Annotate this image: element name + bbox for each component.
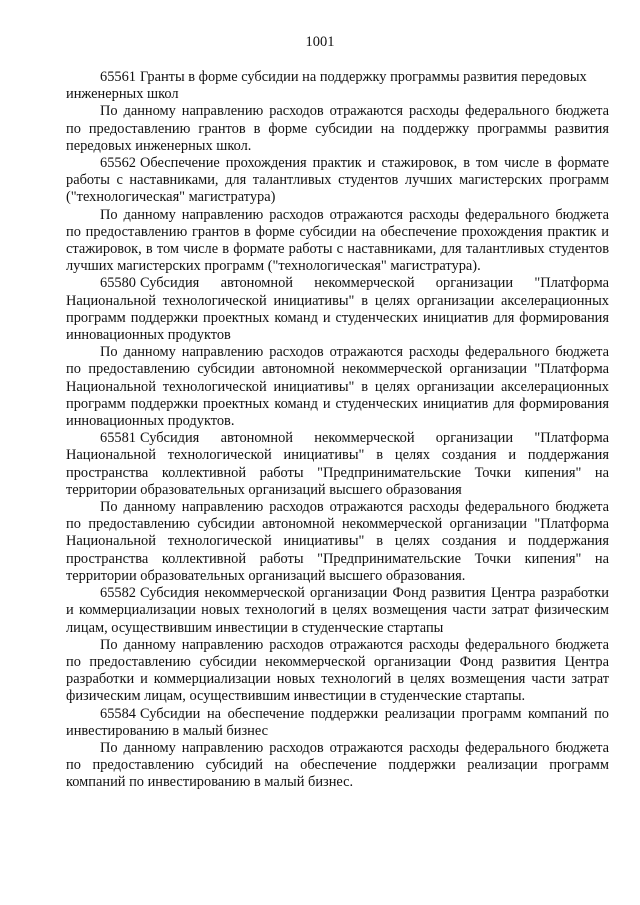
section-title: Субсидия автономной некоммерческой организации "Платформа Национальной технологической инициативы" в целях организации акселерационных программ поддержки проектных команд и студенческих инициатив для формирования инновационных продуктов	[66, 275, 609, 344]
section-65580-description: По данному направлению расходов отражаются расходы федерального бюджета по предоставлению субсидии автономной некоммерческой организации "Платформа Национальной технологической инициативы" в целях организации акселерационных программ поддержки проектных команд и студенческих инициатив для формирования инновационных продуктов.	[66, 344, 609, 430]
section-65562-heading	[66, 155, 609, 207]
section-65584-description: По данному направлению расходов отражаются расходы федерального бюджета по предоставлению субсидий на обеспечение поддержки реализации программ компаний по инвестированию в малый бизнес.	[66, 739, 609, 791]
section-code: 65582	[100, 585, 136, 602]
section-65581-heading	[66, 430, 609, 499]
document-body	[66, 69, 609, 792]
section-title: Субсидии на обеспечение поддержки реализации программ компаний по инвестированию в малый бизнес	[66, 705, 609, 739]
section-title: Обеспечение прохождения практик и стажировок, в том числе в формате работы с наставниками, для талантливых студентов лучших магистерских программ ("технологическая" магистратура)	[66, 155, 609, 206]
section-65580-heading	[66, 275, 609, 344]
page-number: 1001	[305, 34, 335, 50]
section-65582-description: По данному направлению расходов отражаются расходы федерального бюджета по предоставлению субсидии некоммерческой организации Фонд развития Центра разработки и коммерциализации новых технологий в целях возмещения части затрат физическим лицам, осуществившим инвестиции в студенческие стартапы.	[66, 636, 609, 705]
section-65561-heading	[66, 69, 609, 103]
section-title: Гранты в форме субсидии на поддержку программы развития передовых инженерных школ	[66, 69, 587, 103]
section-65582-heading	[66, 585, 609, 637]
section-title: Субсидия некоммерческой организации Фонд развития Центра разработки и коммерциализации новых технологий в целях возмещения части затрат физическим лицам, осуществившим инвестиции в студенческие стартапы	[66, 585, 609, 636]
section-65562-description: По данному направлению расходов отражаются расходы федерального бюджета по предоставлению грантов в форме субсидии на обеспечение прохождения практик и стажировок, в том числе в формате работы с наставниками, для талантливых студентов лучших магистерских программ ("технологическая" магистратура).	[66, 206, 609, 275]
section-code: 65562	[100, 155, 136, 172]
section-code: 65584	[100, 705, 136, 722]
section-code: 65561	[100, 69, 136, 85]
section-code: 65580	[100, 275, 136, 292]
section-65584-heading	[66, 706, 609, 740]
section-65581-description: По данному направлению расходов отражаются расходы федерального бюджета по предоставлению субсидии автономной некоммерческой организации "Платформа Национальной технологической инициативы" в целях создания и поддержания пространства коллективной работы "Предпринимательские Точки кипения" на территории образовательных организаций высшего образования.	[66, 499, 609, 584]
section-65561-description: По данному направлению расходов отражаются расходы федерального бюджета по предоставлению грантов в форме субсидии на поддержку программы развития передовых инженерных школ.	[66, 103, 609, 154]
section-title: Субсидия автономной некоммерческой организации "Платформа Национальной технологической инициативы" в целях создания и поддержания пространства коллективной работы "Предпринимательские Точки кипения" на территории образовательных организаций высшего образования	[66, 430, 609, 498]
section-code: 65581	[100, 430, 136, 447]
